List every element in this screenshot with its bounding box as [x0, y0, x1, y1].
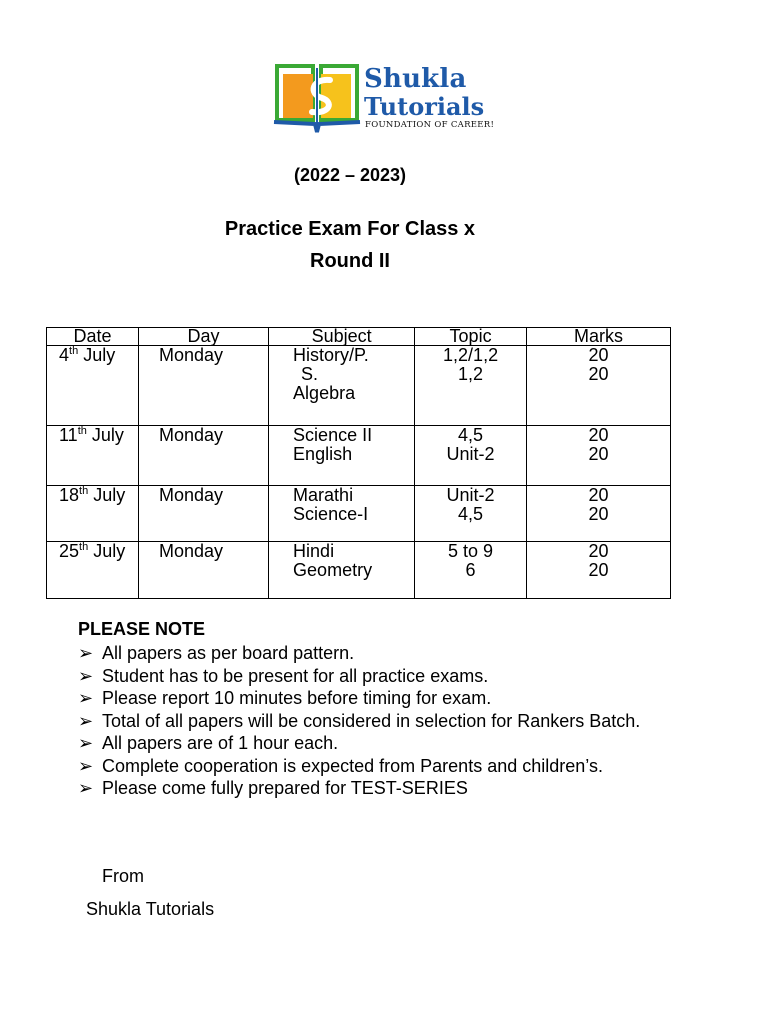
shukla-tutorials-logo: [272, 64, 512, 136]
header-day: Day: [139, 328, 269, 346]
table-header-row: [47, 328, 671, 346]
notes-section: [78, 619, 692, 800]
table-row: [47, 426, 671, 486]
marks-cell: 20 20: [526, 486, 670, 542]
logo-tagline: FOUNDATION OF CAREER!: [365, 120, 495, 130]
list-item: ➢ Complete cooperation is expected from Parents and children’s.: [78, 755, 603, 776]
list-item: ➢ Please come fully prepared for TEST-SERIES: [78, 778, 468, 798]
marks-cell: 20 20: [526, 346, 670, 426]
subject-cell: Science II English: [269, 426, 415, 486]
arrow-bullet-icon: ➢: [78, 688, 94, 708]
notes-title: PLEASE NOTE: [78, 619, 206, 639]
arrow-bullet-icon: ➢: [78, 665, 94, 686]
date-cell: 4th July: [47, 346, 139, 426]
notes-list: [78, 642, 692, 800]
signature-name: Shukla Tutorials: [86, 899, 215, 919]
list-item: ➢ Total of all papers will be considered in selection for Rankers Batch.: [78, 710, 641, 731]
date-cell: 18th July: [47, 486, 139, 542]
list-item: ➢ Please report 10 minutes before timing for exam.: [78, 688, 492, 708]
subject-cell: History/P. S. Algebra: [269, 346, 415, 426]
topic-cell: Unit-2 4,5: [415, 486, 527, 542]
list-item: ➢ All papers as per board pattern.: [78, 643, 355, 663]
list-item: ➢ All papers are of 1 hour each.: [78, 733, 339, 753]
logo-text-tutorials: Tutorials: [364, 92, 485, 121]
arrow-bullet-icon: ➢: [78, 643, 94, 663]
table-row: [47, 542, 671, 599]
logo-text-shukla: Shukla: [364, 64, 467, 94]
topic-cell: 5 to 9 6: [415, 542, 527, 599]
table-row: [47, 346, 671, 426]
arrow-bullet-icon: ➢: [78, 733, 94, 753]
topic-cell: 4,5 Unit-2: [415, 426, 527, 486]
header-subject: Subject: [269, 328, 415, 346]
table-row: [47, 486, 671, 542]
header-date: Date: [47, 328, 139, 346]
subject-cell: Marathi Science-I: [269, 486, 415, 542]
day-cell: Monday: [139, 486, 269, 542]
topic-cell: 1,2/1,2 1,2: [415, 346, 527, 426]
from-label: From: [102, 866, 144, 886]
page-subtitle: Round II: [310, 250, 390, 272]
day-cell: Monday: [139, 346, 269, 426]
exam-schedule-table: [46, 327, 671, 599]
header-marks: Marks: [526, 328, 670, 346]
date-cell: 11th July: [47, 426, 139, 486]
arrow-bullet-icon: ➢: [78, 710, 94, 731]
subject-cell: Hindi Geometry: [269, 542, 415, 599]
day-cell: Monday: [139, 542, 269, 599]
arrow-bullet-icon: ➢: [78, 778, 94, 798]
day-cell: Monday: [139, 426, 269, 486]
list-item: ➢ Student has to be present for all practice exams.: [78, 665, 489, 686]
open-book-logo-icon: [272, 64, 362, 136]
marks-cell: 20 20: [526, 542, 670, 599]
date-cell: 25th July: [47, 542, 139, 599]
header-topic: Topic: [415, 328, 527, 346]
page-title: Practice Exam For Class x: [224, 218, 476, 240]
marks-cell: 20 20: [526, 426, 670, 486]
arrow-bullet-icon: ➢: [78, 755, 94, 776]
academic-year: (2022 – 2023): [293, 165, 407, 185]
